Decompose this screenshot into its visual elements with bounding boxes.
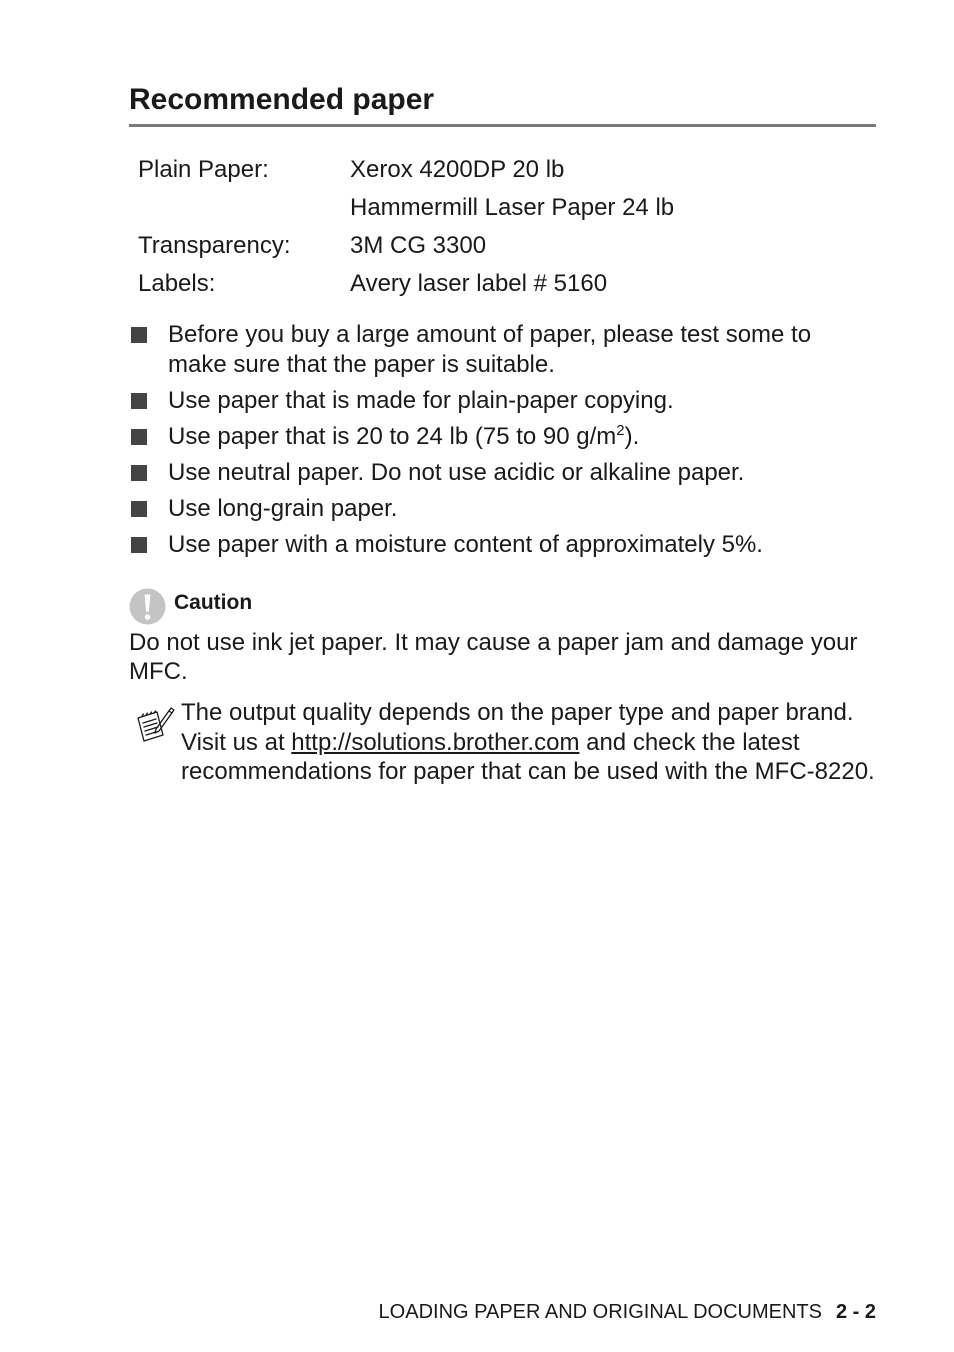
list-item-text: Use neutral paper. Do not use acidic or alkaline paper.: [168, 459, 745, 486]
paper-type-label: Plain Paper:: [138, 156, 269, 183]
paper-brand-value: 3M CG 3300: [350, 232, 487, 259]
paper-brand-value: Hammermill Laser Paper 24 lb: [350, 194, 675, 221]
page-footer: [379, 1299, 876, 1325]
caution-title: Caution: [174, 591, 253, 614]
chapter-title: LOADING PAPER AND ORIGINAL DOCUMENTS: [378, 1301, 822, 1323]
paper-type-label: Transparency:: [138, 232, 291, 259]
page-number: 2 - 2: [835, 1301, 876, 1323]
list-item-text: Before you buy a large amount of paper, please test some to make sure that the paper is suitable.: [168, 321, 812, 378]
note-text-part: The output quality depends on the paper type and paper brand. Visit us at: [181, 699, 854, 756]
list-item: [129, 494, 876, 524]
square-bullet-icon: [131, 429, 147, 445]
square-bullet-icon: [131, 465, 147, 481]
list-item-text: Use long-grain paper.: [168, 495, 398, 522]
list-item-text: Use paper that is made for plain-paper copying.: [168, 387, 674, 414]
paper-type-label: Labels:: [138, 270, 216, 297]
note-text: [181, 698, 886, 787]
list-item: [129, 458, 876, 488]
paper-brand-value: Avery laser label # 5160: [350, 270, 608, 297]
table-row: [138, 227, 674, 265]
square-bullet-icon: [131, 393, 147, 409]
table-row: [138, 189, 674, 227]
list-item-text: Use paper with a moisture content of approximately 5%.: [168, 531, 763, 558]
recommended-paper-table: [138, 151, 674, 303]
list-item: [129, 530, 876, 560]
notepad-pencil-icon: [134, 703, 176, 745]
table-row: [138, 151, 674, 189]
section-title: Recommended paper: [129, 83, 435, 116]
superscript-exponent: 2: [616, 422, 625, 439]
square-bullet-icon: [131, 327, 147, 343]
paper-type-label: [138, 189, 350, 227]
caution-text: Do not use ink jet paper. It may cause a paper jam and damage your MFC.: [129, 629, 858, 685]
list-item: [129, 422, 876, 452]
list-item-text-part: ).: [624, 423, 640, 450]
list-item-text: [168, 423, 639, 450]
support-website-link[interactable]: http://solutions.brother.com: [291, 728, 580, 756]
title-underline-rule: [129, 124, 876, 127]
paper-tips-list: [129, 320, 876, 566]
square-bullet-icon: [131, 537, 147, 553]
exclamation-circle-icon: [129, 588, 166, 625]
list-item-text-part: Use paper that is 20 to 24 lb (75 to 90 g/m: [168, 423, 617, 450]
list-item: [129, 386, 876, 416]
note-text-part: and check the latest recommendations for paper that can be used with the MFC-8220.: [181, 728, 875, 785]
list-item: [129, 320, 876, 380]
paper-brand-value: Xerox 4200DP 20 lb: [350, 156, 565, 183]
table-row: [138, 265, 674, 303]
square-bullet-icon: [131, 501, 147, 517]
